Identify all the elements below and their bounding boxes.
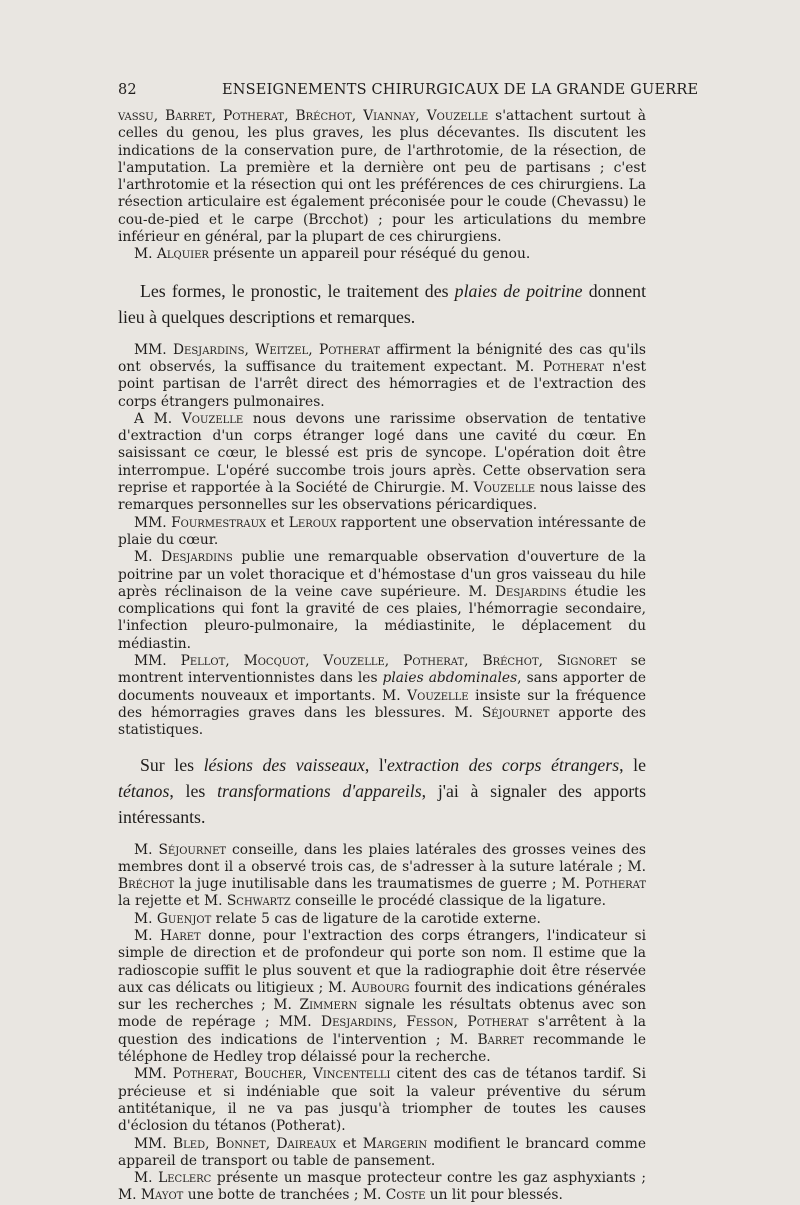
paragraph-leclerc: M. Leclerc présente un masque protecteur contre les gaz asphyxiants ; M. Mayot une botte de tranchées ; M. Coste un lit pour blessés. (118, 1170, 646, 1204)
paragraph-fourmestraux: MM. Fourmestraux et Leroux rapportent une observation intéressante de plaie du cœur. (118, 514, 646, 548)
page-body (118, 108, 646, 1205)
section-lead-chest-wounds: Les formes, le pronostic, le traitement des plaies de poitrine donnent lieu à quelques descriptions et remarques. (118, 280, 647, 327)
page-number: 82 (118, 82, 137, 98)
paragraph-joint-wounds: vassu, Barret, Potherat, Bréchot, Viannay, Vouzelle s'attachent surtout à celles du genou, les plus graves, les plus décevantes. Ils discutent les indications de la conservation pure, de l'arthrotomie, de la résection, de l'amputation. La première et la dernière ont peu de partisans ; c'est l'arthrotomie et la résection qui ont les préférences de ces chirurgiens. La résection articulaire est également préconisée pour le coude (Chevassu) le cou-de-pied et le carpe (Brcchot) ; pour les articulations du membre inférieur en général, par la plupart de ces chirurgiens. (118, 108, 646, 246)
paragraph-vouzelle: A M. Vouzelle nous devons une rarissime observation de tentative d'extraction d'un corps étranger logé dans une cavité du cœur. En saisissant ce cœur, le blessé est pris de syncope. L'opération doit être interrompue. L'opéré succombe trois jours après. Cette observation sera reprise et rapportée à la Société de Chirurgie. M. Vouzelle nous laisse des remarques personnelles sur les observations péricardiques. (118, 410, 646, 514)
paragraph-sejournet: M. Séjournet conseille, dans les plaies latérales des grosses veines des membres dont il a observé trois cas, de s'adresser à la suture latérale ; M. Bréchot la juge inutilisable dans les traumatismes de guerre ; M. Potherat la rejette et M. Schwartz conseille le procédé classique de la ligature. (118, 841, 646, 910)
paragraph-alquier: M. Alquier présente un appareil pour réséqué du genou. (134, 246, 531, 263)
paragraph-desjardins: M. Desjardins publie une remarquable observation d'ouverture de la poitrine par un volet thoracique et d'hémostase d'un gros vaisseau du hile après réclinaison de la veine cave supérieure. M. Desjardins étudie les complications qui font la gravité de ces plaies, l'hémorragie secondaire, l'infection pleuro-pulmonaire, la médiastinite, le déplacement du médiastin. (118, 549, 647, 652)
paragraph-abdominal: MM. Pellot, Mocquot, Vouzelle, Potherat, Bréchot, Signoret se montrent interventionnistes dans les plaies abdominales, sans apporter de documents nouveaux et importants. M. Vouzelle insiste sur la fréquence des hémorragies graves dans les blessures. M. Séjournet apporte des statistiques. (118, 653, 646, 739)
paragraph-stretcher: MM. Bled, Bonnet, Daireaux et Margerin modifient le brancard comme appareil de transport ou table de pansement. (118, 1135, 646, 1169)
running-title: ENSEIGNEMENTS CHIRURGICAUX DE LA GRANDE GUERRE (222, 82, 699, 98)
paragraph-haret: M. Haret donne, pour l'extraction des corps étrangers, l'indicateur si simple de direction et de profondeur qui porte son nom. Il estime que la radioscopie suffit le plus souvent et que la radiographie doit être réservée aux cas délicats ou litigieux ; M. Aubourg fournit des indications générales sur les recherches ; M. Zimmern signale les résultats obtenus avec son mode de repérage ; MM. Desjardins, Fesson, Potherat s'arrêtent à la question des indications de l'intervention ; M. Barret recommande le téléphone de Hedley trop délaissé pour la recherche. (118, 927, 646, 1066)
section-lead-vessels: Sur les lésions des vaisseaux, l'extraction des corps étrangers, le tétanos, les transformations d'appareils, j'ai à signaler des apports intéressants. (118, 754, 646, 827)
paragraph-guenjot: M. Guenjot relate 5 cas de ligature de la carotide externe. (134, 910, 541, 927)
paragraph-tetanus: MM. Potherat, Boucher, Vincentelli citent des cas de tétanos tardif. Si précieuse et si indéniable que soit la valeur préventive du sérum antitétanique, il ne va pas jusqu'à triompher de toutes les causes d'éclosion du tétanos (Potherat). (118, 1066, 646, 1135)
paragraph-desjardins-weitzel: MM. Desjardins, Weitzel, Potherat affirment la bénignité des cas qu'ils ont observés, la suffisance du traitement expectant. M. Potherat n'est point partisan de l'arrêt direct des hémorragies et de l'extraction des corps étrangers pulmonaires. (118, 341, 647, 410)
